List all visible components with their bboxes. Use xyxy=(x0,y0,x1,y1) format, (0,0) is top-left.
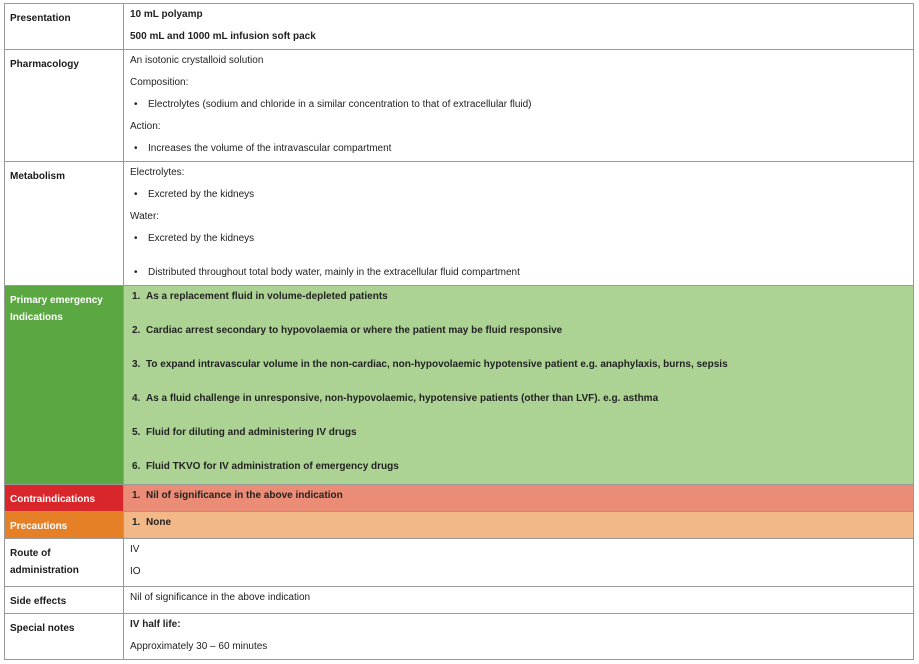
presentation-item: 10 mL polyamp xyxy=(130,9,203,20)
pharmacology-value xyxy=(124,50,914,162)
contraindications-value xyxy=(124,485,914,512)
route-item: IO xyxy=(130,566,141,577)
indications-value xyxy=(124,286,914,485)
row-special-notes xyxy=(5,614,914,660)
row-indications xyxy=(5,286,914,485)
precautions-label: Precautions xyxy=(5,512,124,539)
water-item: • Excreted by the kidneys xyxy=(130,228,907,250)
water-label: Water: xyxy=(130,211,160,222)
indication-item: 4. As a fluid challenge in unresponsive, non-hypovolaemic, hypotensive patients (other than LVF). e.g. asthma xyxy=(132,393,659,404)
pharmacology-intro: An isotonic crystalloid solution xyxy=(130,55,264,66)
row-side-effects xyxy=(5,587,914,614)
water-item: • Distributed throughout total body water, mainly in the extracellular fluid compartment xyxy=(130,262,907,284)
electrolytes-item: • Excreted by the kidneys xyxy=(130,184,907,206)
composition-item: • Electrolytes (sodium and chloride in a similar concentration to that of extracellular fluid) xyxy=(130,94,907,116)
metabolism-label: Metabolism xyxy=(5,162,124,286)
indication-item: 3. To expand intravascular volume in the non-cardiac, non-hypovolaemic hypotensive patient e.g. anaphylaxis, burns, sepsis xyxy=(132,359,728,370)
drug-monograph-table xyxy=(4,3,914,660)
special-notes-heading: IV half life: xyxy=(130,619,181,630)
metabolism-value xyxy=(124,162,914,286)
action-item: • Increases the volume of the intravascular compartment xyxy=(130,138,907,160)
route-label: Route of administration xyxy=(5,539,124,587)
row-precautions xyxy=(5,512,914,539)
special-notes-label: Special notes xyxy=(5,614,124,660)
precaution-item: 1. None xyxy=(132,517,171,528)
row-route xyxy=(5,539,914,587)
row-presentation xyxy=(5,4,914,50)
composition-label: Composition: xyxy=(130,77,189,88)
row-pharmacology xyxy=(5,50,914,162)
route-value xyxy=(124,539,914,587)
precautions-value xyxy=(124,512,914,539)
side-effects-label: Side effects xyxy=(5,587,124,614)
presentation-label: Presentation xyxy=(5,4,124,50)
action-label: Action: xyxy=(130,121,161,132)
side-effects-text: Nil of significance in the above indication xyxy=(130,592,311,603)
indications-label: Primary emergency Indications xyxy=(5,286,124,485)
indication-item: 5. Fluid for diluting and administering IV drugs xyxy=(132,427,357,438)
contraindications-label: Contraindications xyxy=(5,485,124,512)
special-notes-value xyxy=(124,614,914,660)
route-item: IV xyxy=(130,544,140,555)
special-notes-text: Approximately 30 – 60 minutes xyxy=(130,641,268,652)
side-effects-value xyxy=(124,587,914,614)
electrolytes-label: Electrolytes: xyxy=(130,167,185,178)
row-metabolism xyxy=(5,162,914,286)
indication-item: 2. Cardiac arrest secondary to hypovolaemia or where the patient may be fluid responsive xyxy=(132,325,563,336)
row-contraindications xyxy=(5,485,914,512)
indication-item: 1. As a replacement fluid in volume-depleted patients xyxy=(132,291,388,302)
presentation-value xyxy=(124,4,914,50)
pharmacology-label: Pharmacology xyxy=(5,50,124,162)
contraindication-item: 1. Nil of significance in the above indication xyxy=(132,490,343,501)
presentation-item: 500 mL and 1000 mL infusion soft pack xyxy=(130,31,316,42)
indication-item: 6. Fluid TKVO for IV administration of emergency drugs xyxy=(132,461,399,472)
